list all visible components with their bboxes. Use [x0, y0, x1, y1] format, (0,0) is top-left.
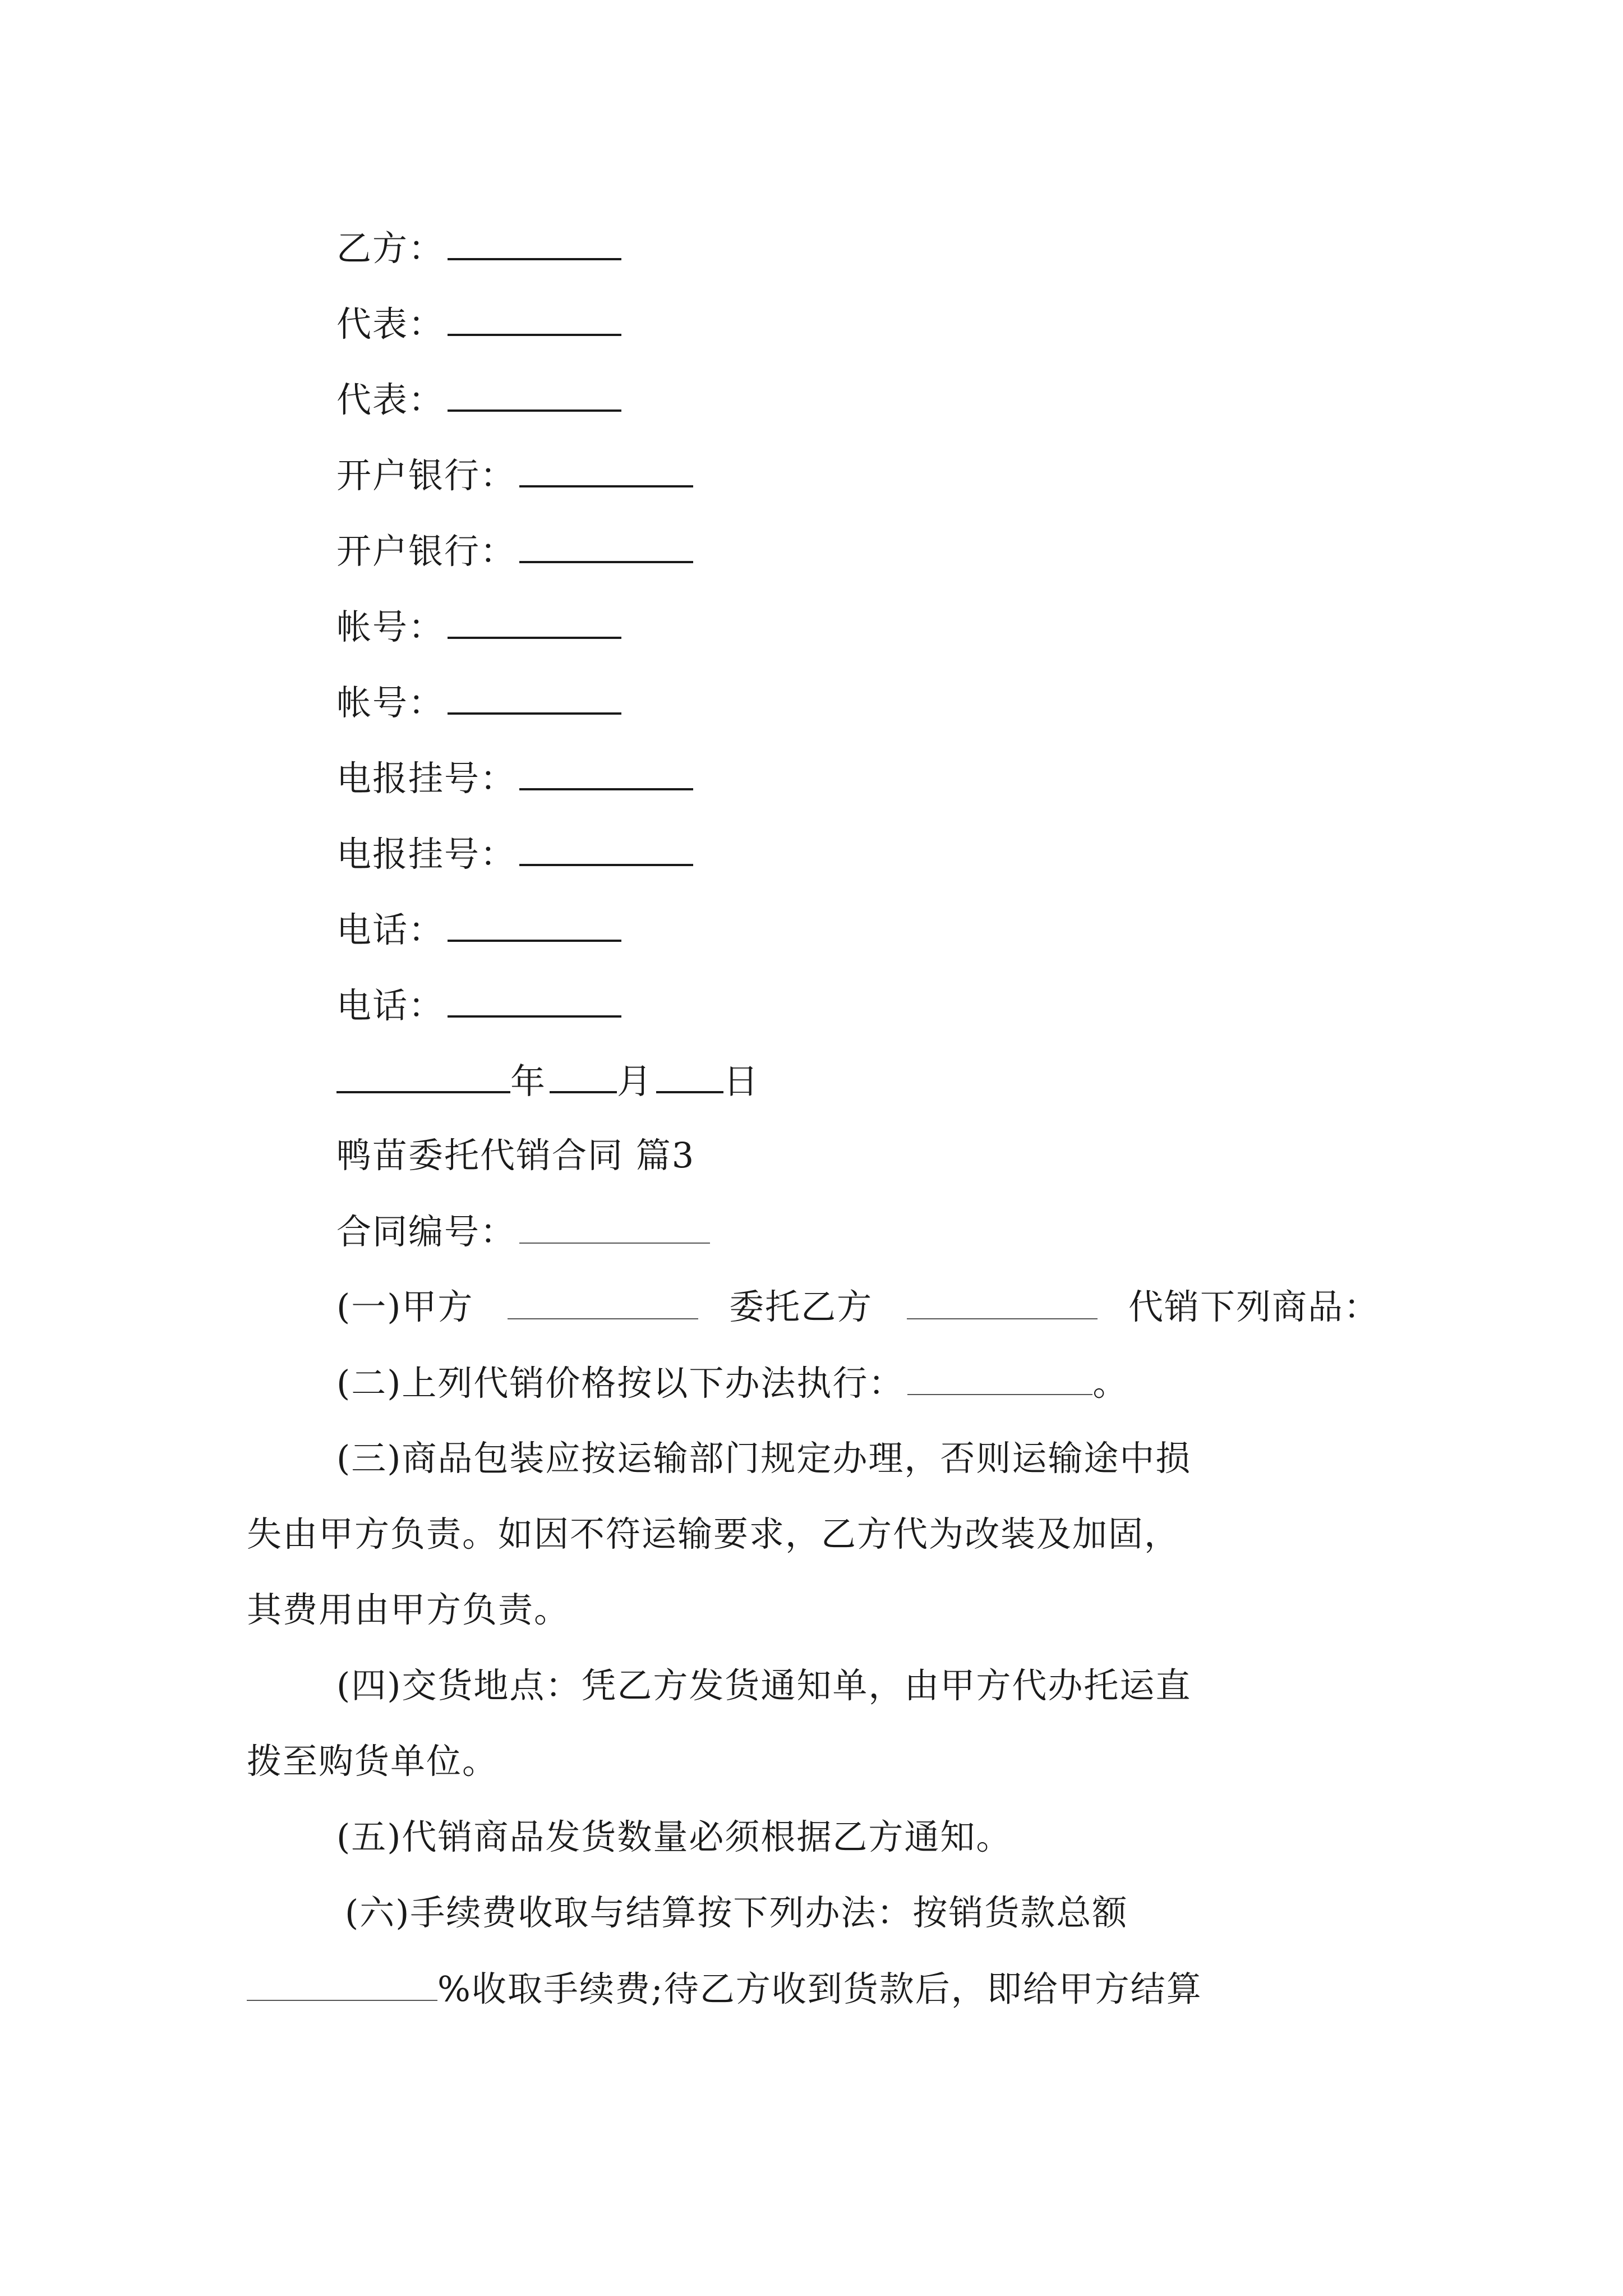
blank-line — [519, 527, 693, 563]
clause-4-line-2: 拨至购货单位。 — [247, 1741, 499, 1782]
party-b-field — [336, 224, 621, 271]
blank-line — [519, 830, 693, 866]
section-title: 鸭苗委托代销合同 篇3 — [336, 1135, 695, 1176]
blank-line — [247, 1966, 437, 2001]
telegraph-field — [336, 754, 693, 801]
representative-field — [336, 376, 621, 422]
phone-field — [336, 982, 621, 1028]
bank-field — [336, 452, 693, 498]
blank-line — [508, 1285, 698, 1319]
field-label: 帐号： — [336, 606, 445, 647]
date-line: 年 月 日 — [336, 1057, 759, 1104]
clause-2: (二)上列代销价格按以下办法执行： 。 — [336, 1360, 1128, 1406]
field-label: 代表： — [336, 379, 445, 420]
blank-line — [656, 1057, 723, 1093]
field-label: 开户银行： — [336, 455, 517, 496]
field-label: 帐号： — [336, 682, 445, 723]
contract-number-field — [336, 1209, 710, 1254]
blank-line — [448, 906, 621, 942]
blank-line — [336, 1057, 510, 1093]
field-label: 代表： — [336, 303, 445, 344]
field-label: 电报挂号： — [336, 834, 517, 875]
telegraph-field — [336, 830, 693, 877]
blank-line — [448, 982, 621, 1018]
clause-5: (五)代销商品发货数量必须根据乙方通知。 — [336, 1816, 1012, 1857]
blank-line — [448, 376, 621, 412]
clause-6-line-1: (六)手续费收取与结算按下列办法：按销货款总额 — [345, 1892, 1128, 1933]
field-label: 合同编号： — [336, 1211, 517, 1252]
field-label: 电话： — [336, 985, 445, 1026]
blank-line — [907, 1360, 1092, 1395]
blank-line — [448, 603, 621, 639]
blank-line — [519, 1209, 710, 1244]
bank-field — [336, 527, 693, 574]
clause-3-line-2: 失由甲方负责。如因不符运输要求，乙方代为改装及加固， — [247, 1513, 1181, 1554]
field-label: 开户银行： — [336, 531, 517, 572]
clause-4-line-1: (四)交货地点：凭乙方发货通知单，由甲方代办托运直 — [336, 1665, 1192, 1706]
blank-line — [907, 1285, 1098, 1319]
clause-3-line-3: 其费用由甲方负责。 — [247, 1589, 570, 1630]
account-field — [336, 603, 621, 650]
blank-line — [448, 300, 621, 336]
account-field — [336, 679, 621, 725]
field-label: 电报挂号： — [336, 758, 517, 799]
blank-line — [550, 1057, 617, 1093]
blank-line — [519, 754, 693, 790]
representative-field — [336, 300, 621, 347]
blank-line — [519, 452, 693, 487]
field-label: 乙方： — [336, 228, 445, 269]
field-label: 电话： — [336, 909, 445, 950]
blank-line — [448, 679, 621, 715]
clause-3-line-1: (三)商品包装应按运输部门规定办理，否则运输途中损 — [336, 1438, 1192, 1479]
clause-1: (一)甲方 委托乙方 代销下列商品： — [336, 1285, 1380, 1329]
phone-field — [336, 906, 621, 953]
blank-line — [448, 224, 621, 260]
clause-6-line-2: %收取手续费;待乙方收到货款后，即给甲方结算 — [247, 1966, 1380, 2012]
